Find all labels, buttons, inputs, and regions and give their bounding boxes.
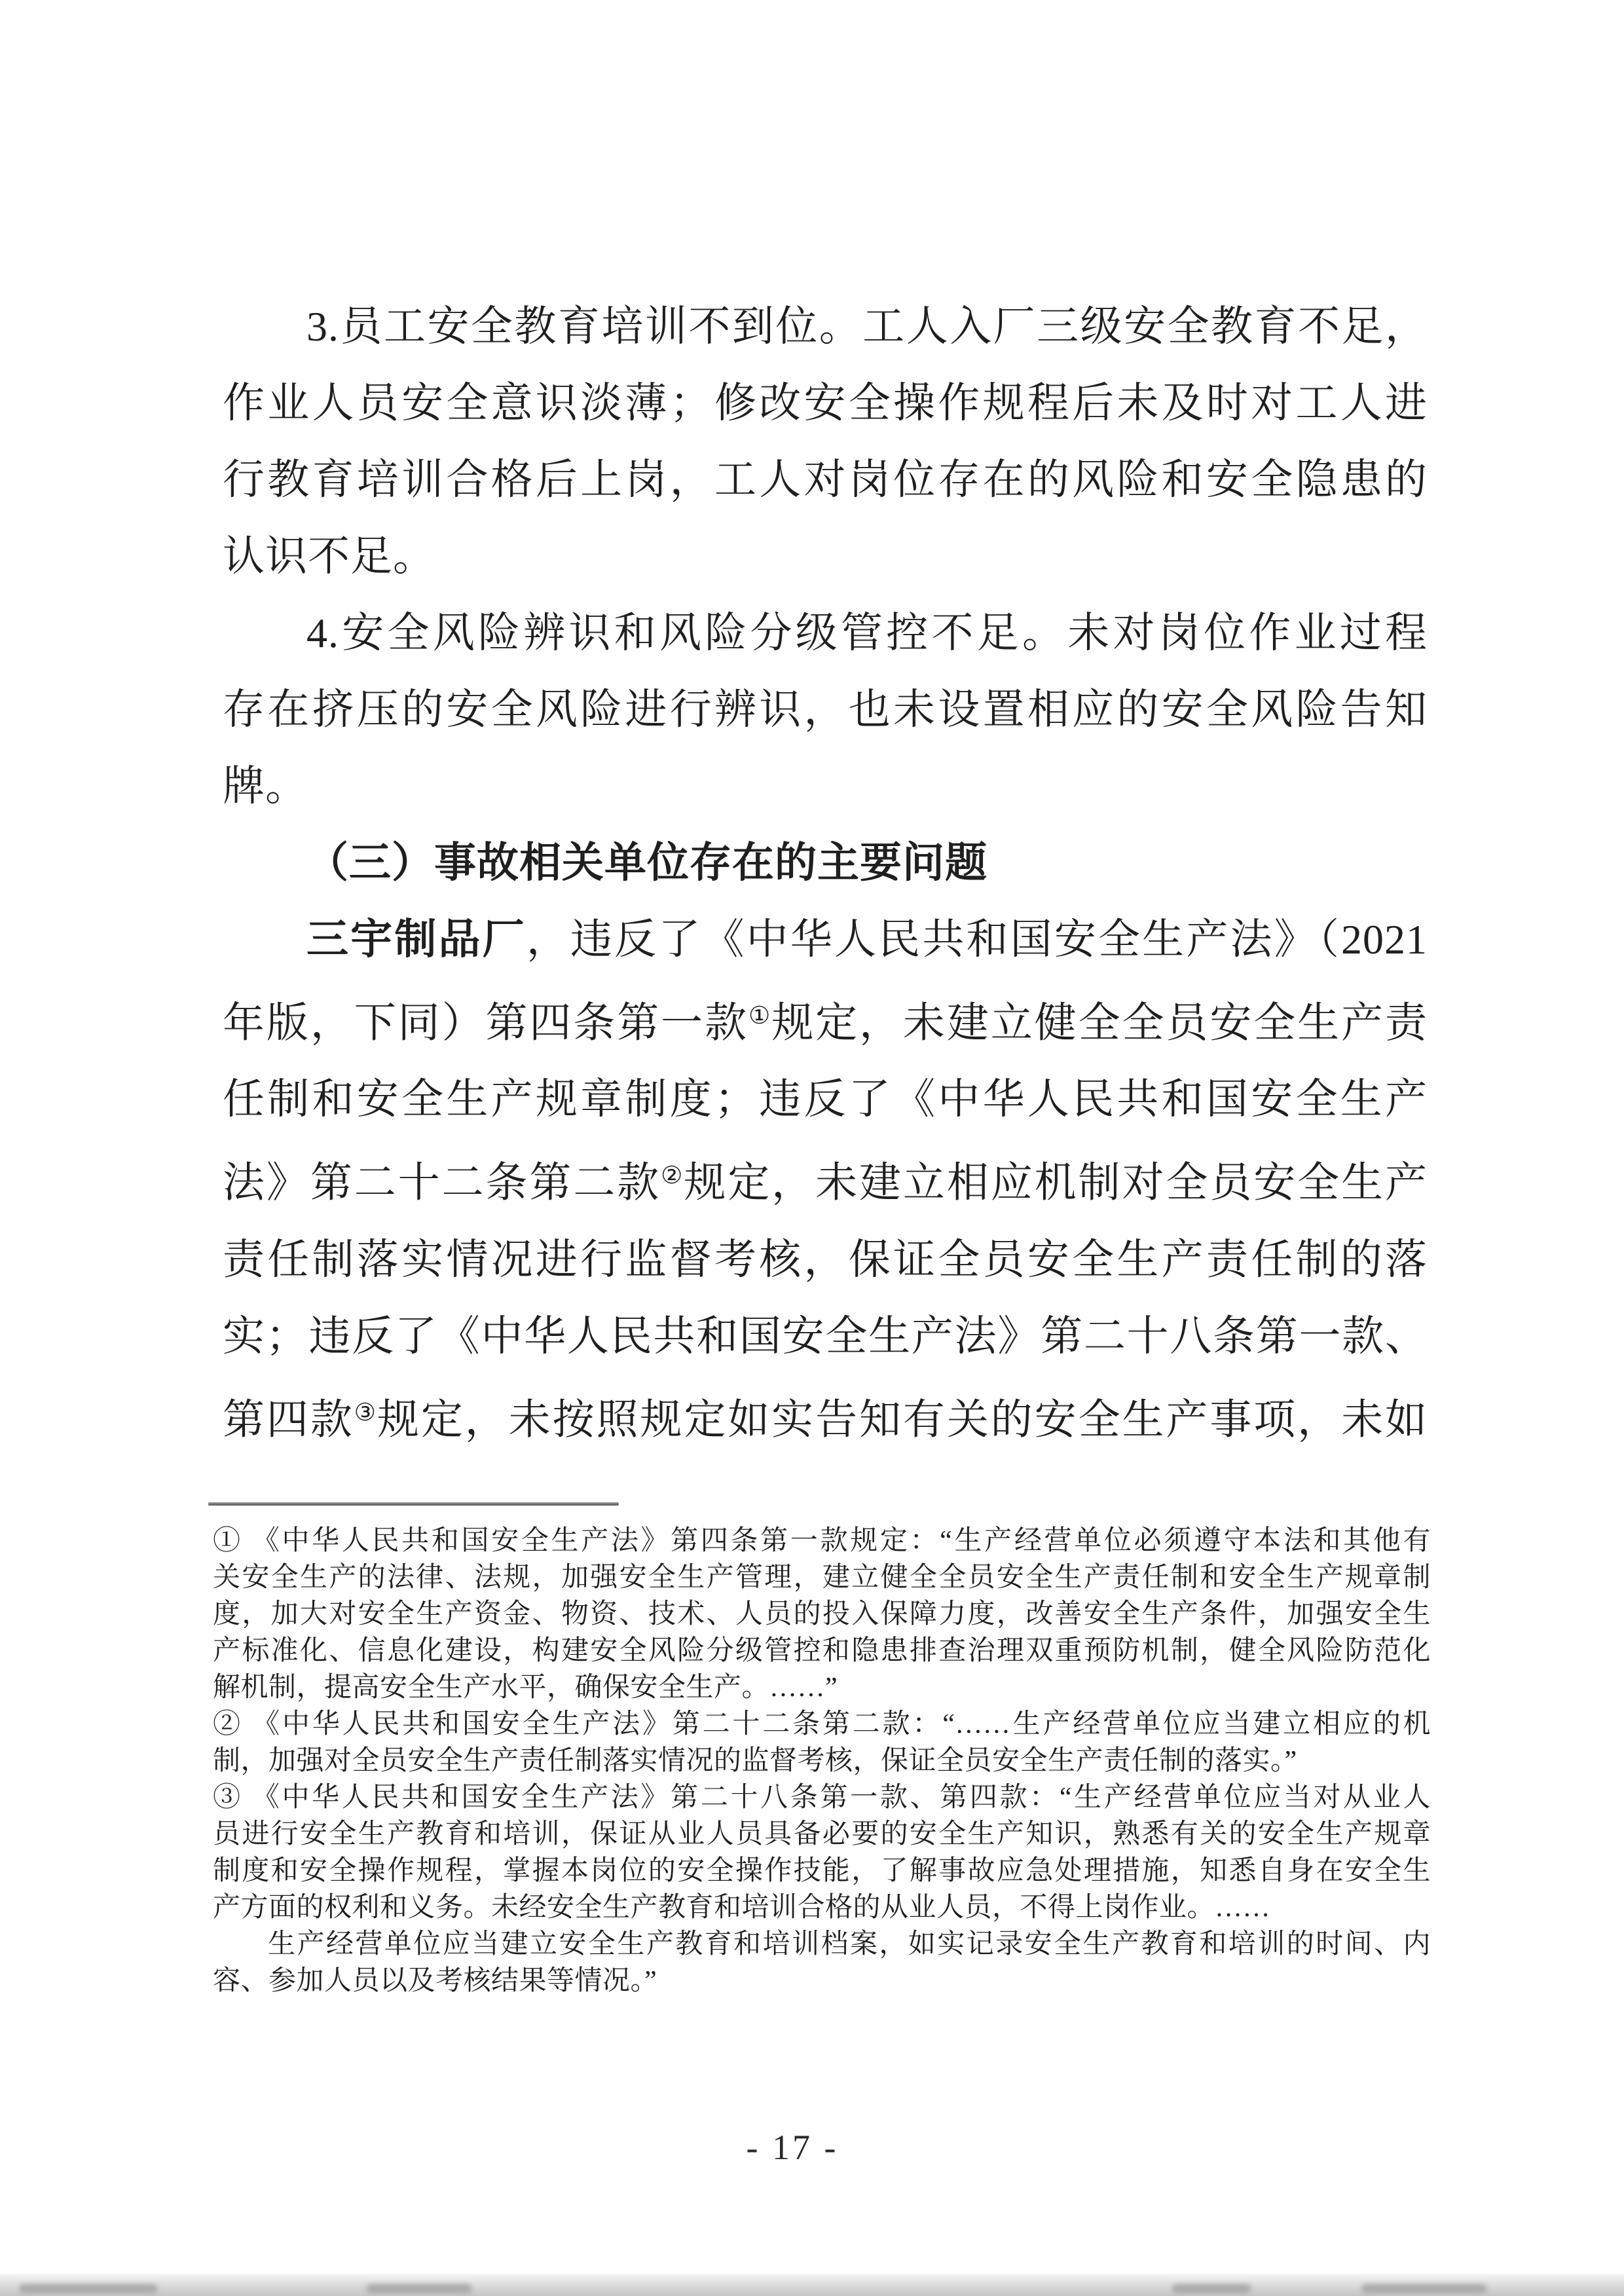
text-line xyxy=(223,365,1428,441)
text-segment: ① 《中华人民共和国安全生产法》第四条第一款规定：“生产经营单位必须遵守本法和其他有 xyxy=(213,1526,1431,1556)
text-line xyxy=(213,1779,1431,1816)
text-line xyxy=(213,1926,1431,1963)
text-segment: 认识不足。 xyxy=(223,533,435,580)
text-line xyxy=(223,1138,1428,1221)
text-segment: 规定，未建立健全全员安全生产责 xyxy=(771,999,1428,1046)
text-line xyxy=(223,978,1428,1061)
text-segment: 4.安全风险辨识和风险分级管控不足。未对岗位作业过程 xyxy=(306,610,1428,656)
text-line xyxy=(223,1061,1428,1138)
footnote-reference: ② xyxy=(661,1162,684,1190)
text-line xyxy=(213,1743,1431,1779)
scan-smudge xyxy=(20,2284,157,2293)
text-line xyxy=(213,1853,1431,1889)
text-line xyxy=(223,1298,1428,1375)
text-segment: 规定，未按照规定如实告知有关的安全生产事项，未如 xyxy=(377,1396,1428,1443)
scan-smudge xyxy=(367,2284,471,2293)
text-line xyxy=(213,1633,1431,1669)
text-segment: 三宇制品厂 xyxy=(306,916,526,963)
footnote-reference: ③ xyxy=(354,1399,377,1426)
text-line xyxy=(223,441,1428,518)
text-segment: 责任制落实情况进行监督考核，保证全员安全生产责任制的落 xyxy=(223,1236,1428,1283)
text-segment: 度，加大对安全生产资金、物资、技术、人员的投入保障力度，改善安全生产条件，加强安全生 xyxy=(213,1599,1431,1629)
text-line xyxy=(213,1706,1431,1743)
text-segment: 员进行安全生产教育和培训，保证从业人员具备必要的安全生产知识，熟悉有关的安全生产规章 xyxy=(213,1819,1431,1849)
text-segment: 3.员工安全教育培训不到位。工人入厂三级安全教育不足， xyxy=(306,303,1428,350)
text-line xyxy=(223,901,1428,978)
text-segment: 规定，未建立相应机制对全员安全生产 xyxy=(684,1159,1428,1206)
text-segment: 产方面的权利和义务。未经安全生产教育和培训合格的从业人员，不得上岗作业。…… xyxy=(213,1893,1271,1923)
text-line xyxy=(213,1963,1431,1999)
text-segment: 行教育培训合格后上岗，工人对岗位存在的风险和安全隐患的 xyxy=(223,456,1428,503)
text-line xyxy=(223,748,1428,824)
text-line xyxy=(213,1596,1431,1633)
text-line xyxy=(213,1816,1431,1853)
scan-smudge xyxy=(1362,2284,1486,2293)
text-segment: ，违反了《中华人民共和国安全生产法》（2021 xyxy=(526,916,1428,963)
footnote-reference: ① xyxy=(748,1003,772,1029)
text-segment: 实；违反了《中华人民共和国安全生产法》第二十八条第一款、 xyxy=(223,1312,1428,1360)
text-line xyxy=(223,1221,1428,1298)
text-segment: 存在挤压的安全风险进行辨识，也未设置相应的安全风险告知 xyxy=(223,686,1428,733)
text-line xyxy=(223,1375,1428,1458)
scan-edge-artifact xyxy=(0,2274,1624,2296)
text-line xyxy=(223,824,1428,901)
text-line xyxy=(223,671,1428,748)
text-segment: 第四款 xyxy=(223,1396,354,1443)
scan-smudge xyxy=(1172,2284,1251,2293)
text-segment: ③ 《中华人民共和国安全生产法》第二十八条第一款、第四款：“生产经营单位应当对从业人 xyxy=(213,1783,1431,1813)
text-line xyxy=(223,518,1428,595)
text-line xyxy=(223,288,1428,365)
footnotes-block xyxy=(213,1523,1431,1999)
text-segment: 制度和安全操作规程，掌握本岗位的安全操作技能，了解事故应急处理措施，知悉自身在安全生 xyxy=(213,1856,1431,1886)
text-segment: 容、参加人员以及考核结果等情况。” xyxy=(213,1966,657,1996)
text-line xyxy=(213,1523,1431,1559)
text-line xyxy=(223,595,1428,671)
text-segment: 牌。 xyxy=(223,763,308,809)
text-segment: （三）事故相关单位存在的主要问题 xyxy=(306,840,987,886)
text-segment: 年版，下同）第四条第一款 xyxy=(223,999,748,1046)
text-segment: 任制和安全生产规章制度；违反了《中华人民共和国安全生产 xyxy=(223,1076,1428,1123)
footnote-separator xyxy=(208,1502,619,1506)
text-segment: 关安全生产的法律、法规，加强安全生产管理，建立健全全员安全生产责任制和安全生产规章制 xyxy=(213,1563,1431,1593)
text-segment: 解机制，提高安全生产水平，确保安全生产。……” xyxy=(213,1673,838,1703)
text-segment: 作业人员安全意识淡薄；修改安全操作规程后未及时对工人进 xyxy=(223,380,1428,426)
text-segment: 制，加强对全员安全生产责任制落实情况的监督考核，保证全员安全生产责任制的落实。” xyxy=(213,1746,1297,1776)
text-segment: 法》第二十二条第二款 xyxy=(223,1159,661,1206)
text-segment: 产标准化、信息化建设，构建安全风险分级管控和隐患排查治理双重预防机制，健全风险防范化 xyxy=(213,1636,1431,1666)
text-line xyxy=(213,1559,1431,1596)
page-number: - 17 - xyxy=(746,2128,839,2167)
text-segment: 生产经营单位应当建立安全生产教育和培训档案，如实记录安全生产教育和培训的时间、内 xyxy=(268,1929,1431,1959)
text-line xyxy=(213,1669,1431,1706)
text-line xyxy=(213,1889,1431,1926)
body-paragraphs xyxy=(223,288,1428,1458)
text-segment: ② 《中华人民共和国安全生产法》第二十二条第二款：“……生产经营单位应当建立相应的机 xyxy=(213,1709,1431,1739)
